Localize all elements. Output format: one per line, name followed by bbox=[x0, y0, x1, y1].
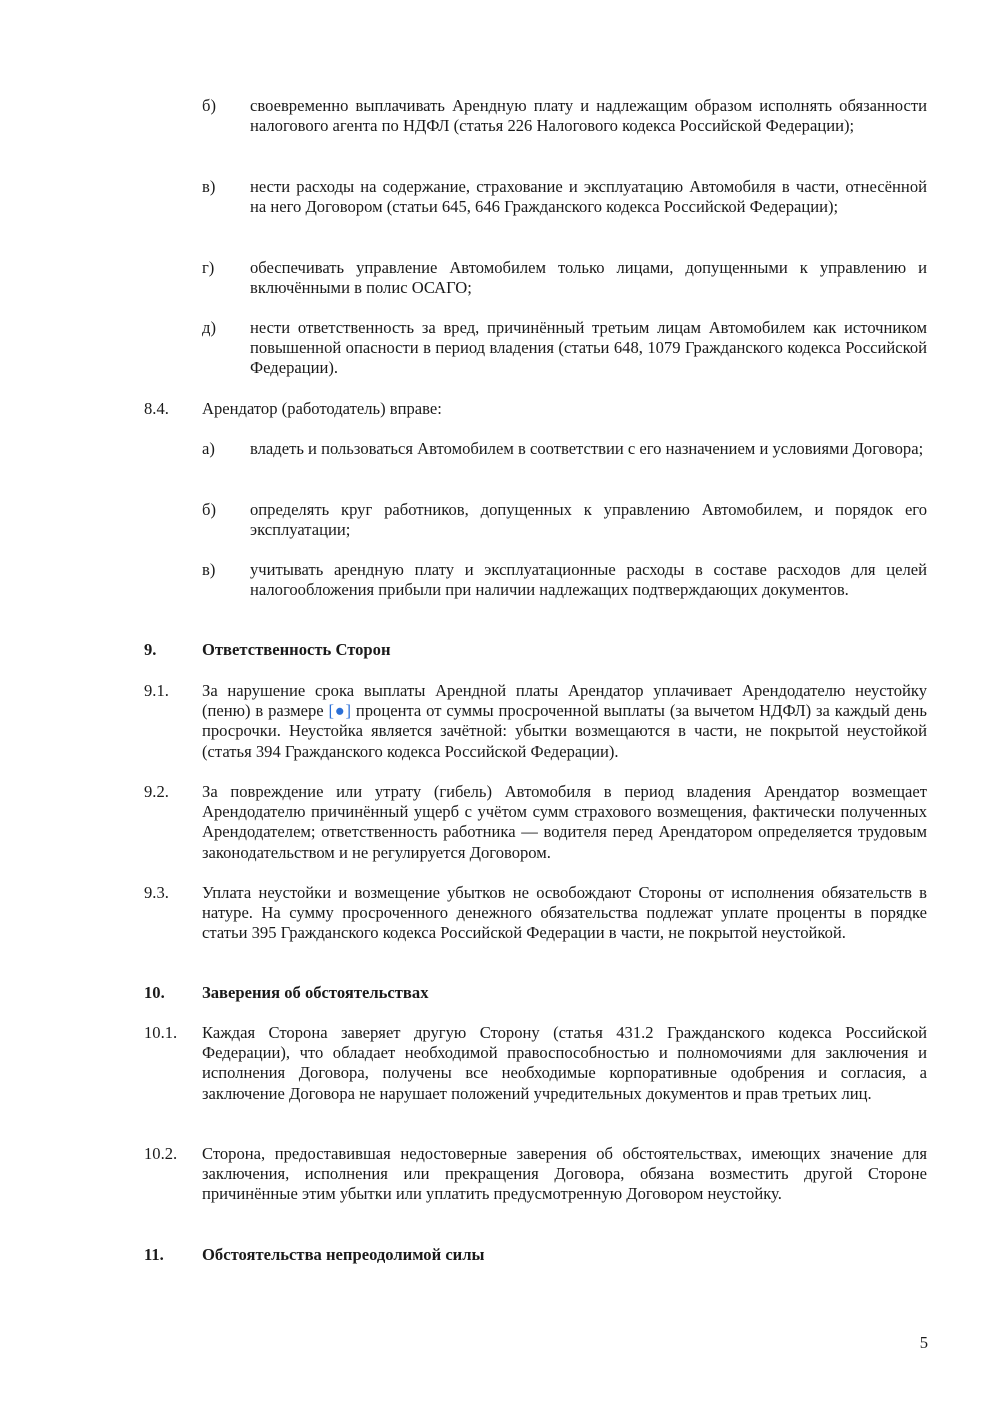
clause-number: 9.3. bbox=[144, 883, 169, 902]
section-number: 10. bbox=[144, 983, 165, 1002]
list-item-text: нести расходы на содержание, страхование и эксплуатацию Автомобиля в части, отнесённой на него Договором (статьи 645, 646 Гражданского кодекса Российской Федерации); bbox=[250, 177, 927, 217]
list-item-marker: в) bbox=[202, 560, 216, 579]
clause-text-part: За нарушение срока выплаты Арендной платы Арендатор уплачивает Арендодателю неустойку (пеню) в размере bbox=[202, 681, 927, 721]
section-number: 11. bbox=[144, 1245, 164, 1264]
section-title: Заверения об обстоятельствах bbox=[202, 983, 429, 1002]
list-item-text: определять круг работников, допущенных к управлению Автомобилем, и порядок его эксплуатации; bbox=[250, 500, 927, 540]
list-item bbox=[202, 439, 927, 459]
list-item bbox=[202, 177, 927, 217]
clause-9-1 bbox=[144, 681, 927, 762]
list-item bbox=[202, 560, 927, 600]
page-number: 5 bbox=[919, 1333, 928, 1352]
list-item-marker: г) bbox=[202, 258, 215, 277]
clause-number: 9.2. bbox=[144, 782, 169, 801]
list-item-marker: б) bbox=[202, 96, 216, 115]
section-heading-9 bbox=[144, 640, 927, 660]
clause-text: Сторона, предоставившая недостоверные заверения об обстоятельствах, имеющих значение для заключения, исполнения или прекращения Договора, обязана возместить другой Стороне причинённые этим убытки или уплатить предусмотренную Договором неустойку. bbox=[202, 1144, 927, 1204]
list-item bbox=[202, 500, 927, 540]
list-item-marker: а) bbox=[202, 439, 215, 458]
list-item-marker: б) bbox=[202, 500, 216, 519]
list-item bbox=[202, 258, 927, 298]
list-item-marker: д) bbox=[202, 318, 216, 337]
list-item-text: своевременно выплачивать Арендную плату и надлежащим образом исполнять обязанности налогового агента по НДФЛ (статья 226 Налогового кодекса Российской Федерации); bbox=[250, 96, 927, 136]
list-item bbox=[202, 318, 927, 379]
clause-text-part: процента от суммы просроченной выплаты (за вычетом НДФЛ) за каждый день просрочки. Неустойка является зачётной: убытки возмещаются в части, не покрытой неустойкой (статья 394 Гражданского кодекса Российской Федерации). bbox=[202, 701, 927, 761]
list-item-text: нести ответственность за вред, причинённый третьим лицам Автомобилем как источником повышенной опасности в период владения (статьи 648, 1079 Гражданского кодекса Российской Федерации). bbox=[250, 318, 927, 378]
section-heading-10 bbox=[144, 983, 927, 1003]
clause-9-3 bbox=[144, 883, 927, 944]
clause-text: Арендатор (работодатель) вправе: bbox=[202, 399, 442, 418]
clause-8-4 bbox=[144, 399, 927, 419]
clause-number: 10.2. bbox=[144, 1144, 178, 1163]
clause-number: 8.4. bbox=[144, 399, 169, 418]
list-item-text: владеть и пользоваться Автомобилем в соответствии с его назначением и условиями Договора; bbox=[250, 439, 924, 458]
blank-placeholder[interactable]: [●] bbox=[328, 701, 351, 721]
list-item bbox=[202, 96, 927, 136]
clause-text bbox=[202, 681, 927, 762]
section-number: 9. bbox=[144, 640, 157, 659]
clause-10-1 bbox=[144, 1023, 927, 1104]
clause-9-2 bbox=[144, 782, 927, 863]
clause-number: 10.1. bbox=[144, 1023, 178, 1042]
clause-text: За повреждение или утрату (гибель) Автомобиля в период владения Арендатор возмещает Арендодателю причинённый ущерб с учётом сумм страхового возмещения, фактически полученных Арендодателем; ответственность работника — водителя перед Арендатором определяется трудовым законодательством и не регулируется Договором. bbox=[202, 782, 927, 862]
section-heading-11 bbox=[144, 1245, 927, 1265]
list-item-text: учитывать арендную плату и эксплуатационные расходы в составе расходов для целей налогообложения прибыли при наличии надлежащих подтверждающих документов. bbox=[250, 560, 927, 600]
clause-10-2 bbox=[144, 1144, 927, 1205]
clause-number: 9.1. bbox=[144, 681, 169, 700]
section-title: Обстоятельства непреодолимой силы bbox=[202, 1245, 485, 1264]
list-item-marker: в) bbox=[202, 177, 216, 196]
list-item-text: обеспечивать управление Автомобилем только лицами, допущенными к управлению и включёнными в полис ОСАГО; bbox=[250, 258, 927, 298]
clause-text: Уплата неустойки и возмещение убытков не освобождают Стороны от исполнения обязательств в натуре. На сумму просроченного денежного обязательства подлежат уплате проценты в порядке статьи 395 Гражданского кодекса Российской Федерации в части, не покрытой неустойкой. bbox=[202, 883, 927, 943]
clause-text: Каждая Сторона заверяет другую Сторону (статья 431.2 Гражданского кодекса Российской Федерации), что обладает необходимой правоспособностью и полномочиями для заключения и исполнения Договора, получены все необходимые корпоративные одобрения и согласия, а заключение Договора не нарушает положений учредительных документов и прав третьих лиц. bbox=[202, 1023, 927, 1103]
section-title: Ответственность Сторон bbox=[202, 640, 391, 659]
